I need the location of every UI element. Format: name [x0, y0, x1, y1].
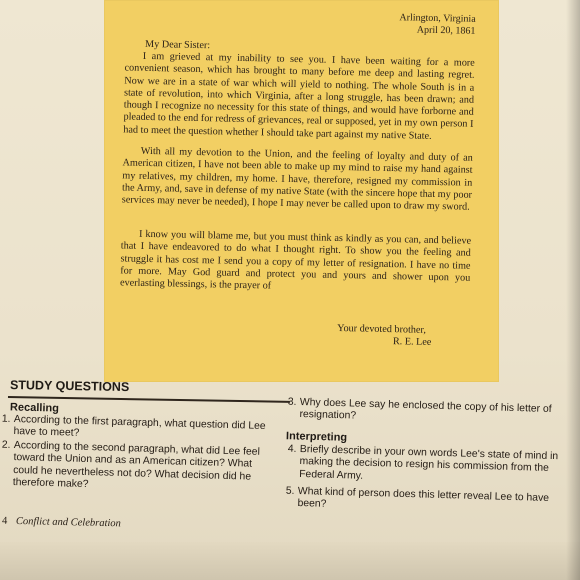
- letter-place: Arlington, Virginia: [399, 12, 476, 25]
- question-text: According to the first paragraph, what question did Lee have to meet?: [13, 414, 266, 440]
- question-3: [287, 396, 570, 429]
- recalling-label: Recalling: [9, 401, 60, 415]
- section-title: Conflict and Celebration: [15, 515, 121, 530]
- question-text: Why does Lee say he enclosed the copy of his letter of resignation?: [299, 397, 552, 422]
- question-text: What kind of person does this letter reveal Lee to have been?: [297, 486, 550, 511]
- letter-salutation: My Dear Sister:: [144, 38, 211, 52]
- question-number: 4.: [287, 443, 297, 455]
- question-4: [287, 443, 568, 489]
- interpreting-label: Interpreting: [285, 430, 348, 444]
- letter-paragraph-2: With all my devotion to the Union, and the feeling of loyalty and duty of an American citizen, I have not been able to make up my mind to raise my hand against my relatives, my children, my home. I have, therefore, resigned my commission in the Army, and, save in defense of my native State (with the sincere hope that my poor services may never be needed), I hope I may never be called upon to draw my sword.: [121, 145, 473, 213]
- letter-paragraph-1: I am grieved at my inability to see you. I have been waiting for a more convenient season, which has brought to many before me deep and lasting regret. Now we are in a state of war which will yield to nothing. The whole South is in a state of revolution, into which Virginia, after a long struggle, has been drawn; and though I recognize no necessity for this state of things, and would have forborne and pleaded to the end for redress of grievances, real or supposed, yet in my own person I had to meet the question whether I should take part against my native State.: [123, 50, 475, 142]
- letter-closing: Your devoted brother,: [337, 322, 427, 336]
- letter-heading: [375, 12, 475, 38]
- question-number: 1.: [1, 413, 11, 425]
- letter-panel: [104, 0, 499, 382]
- letter-paragraph-3: I know you will blame me, but you must think as kindly as you can, and believe that I have endeavored to do what I thought right. To show you the feeling and struggle it has cost me I send you a copy of my letter of resignation. I have no time for more. May God guard and protect you and yours and shower upon you everlasting blessings, is the prayer of: [119, 228, 472, 292]
- page-footer: [2, 516, 121, 530]
- question-number: 5.: [285, 485, 295, 497]
- question-5: [285, 485, 566, 518]
- letter-signature: R. E. Lee: [392, 336, 432, 348]
- page-bottom-shadow: [0, 542, 580, 580]
- question-2: [1, 439, 276, 497]
- page-edge-shadow: [566, 0, 580, 580]
- study-questions-heading: STUDY QUESTIONS: [9, 377, 130, 395]
- page-number: 4: [1, 515, 8, 527]
- letter-body: [96, 0, 499, 390]
- question-text: Briefly describe in your own words Lee's state of mind in making the decision to resign his commission from the Federal Army.: [299, 444, 559, 482]
- question-text: According to the second paragraph, what did Lee feel toward the Union and as an American citizen? What could he nevertheless not do? What decision did he therefore make?: [12, 440, 260, 491]
- question-number: 2.: [1, 439, 11, 451]
- letter-date: April 20, 1861: [416, 24, 476, 37]
- question-number: 3.: [287, 396, 297, 408]
